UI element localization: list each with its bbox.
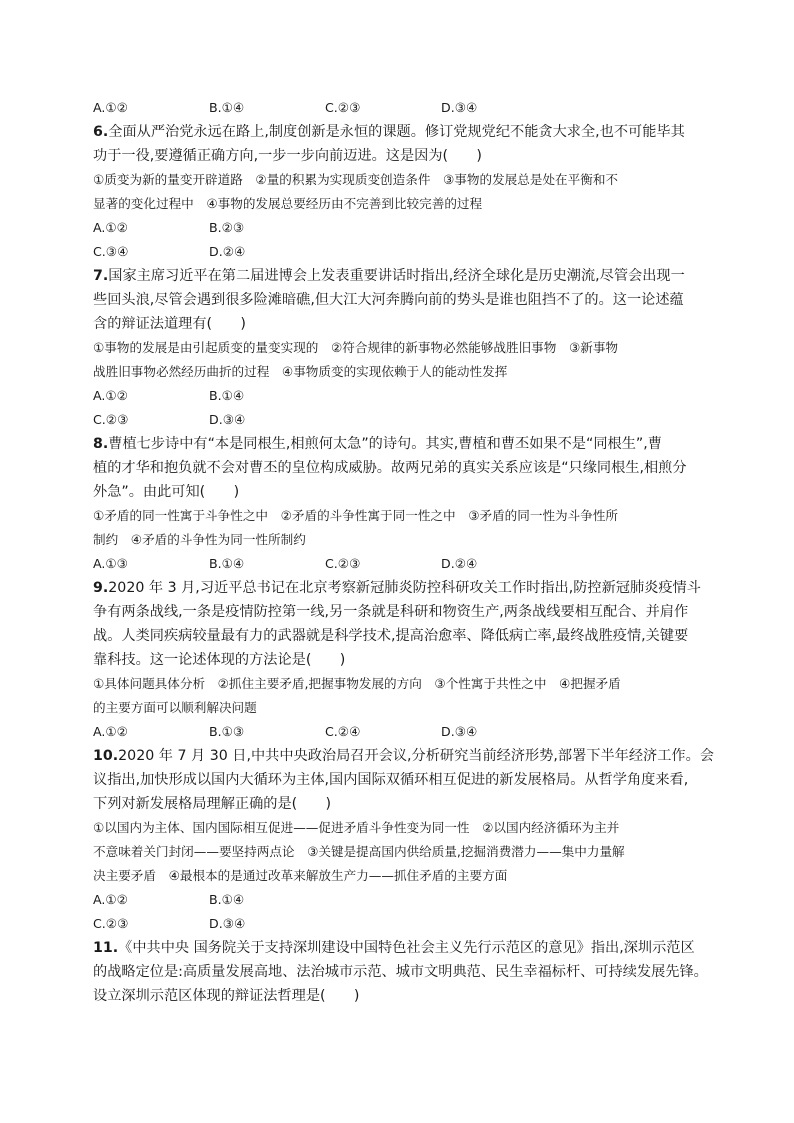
question-stem-text: 战。人类同疾病较量最有力的武器就是科学技术,提高治愈率、降低病亡率,最终战胜疫情,关键要 xyxy=(93,628,689,644)
question-option-line: ①以国内为主体、国内国际相互促进——促进矛盾斗争性变为同一性 ②以国内经济循环为主并 xyxy=(93,820,620,835)
choice-a[interactable]: A.①② xyxy=(93,892,128,907)
question-number: 8. xyxy=(93,436,109,452)
answer-choices xyxy=(93,216,713,240)
question-stem-line xyxy=(93,792,713,816)
question-10 xyxy=(93,744,713,936)
question-stem-text: 些回头浪,尽管会遇到很多险滩暗礁,但大江大河奔腾向前的势头是谁也阻挡不了的。这一论述蕴 xyxy=(93,292,684,308)
answer-choices xyxy=(93,384,713,408)
question-stem-line xyxy=(93,648,713,672)
choice-b[interactable]: B.②③ xyxy=(209,220,245,235)
question-stem-first-line xyxy=(93,744,713,768)
question-stem-text: 的战略定位是:高质量发展高地、法治城市示范、城市文明典范、民生幸福标杆、可持续发展先锋。 xyxy=(93,964,708,980)
question-stem-text: 议指出,加快形成以国内大循环为主体,国内国际双循环相互促进的新发展格局。从哲学角度来看, xyxy=(93,772,689,788)
choice-c[interactable]: C.②③ xyxy=(93,916,129,931)
question-option-line: 制约 ④矛盾的斗争性为同一性所制约 xyxy=(93,532,306,547)
question-stem-line xyxy=(93,480,713,504)
question-stem-line xyxy=(93,768,713,792)
choice-b[interactable]: B.①④ xyxy=(209,388,245,403)
question-stem-line xyxy=(93,600,713,624)
choice-c[interactable]: C.②③ xyxy=(325,556,361,571)
question-option-line: 显著的变化过程中 ④事物的发展总要经历由不完善到比较完善的过程 xyxy=(93,196,483,211)
question-option-line: ①矛盾的同一性寓于斗争性之中 ②矛盾的斗争性寓于同一性之中 ③矛盾的同一性为斗争性所 xyxy=(93,508,619,523)
question-stem-line xyxy=(93,624,713,648)
question-number: 11. xyxy=(93,940,119,956)
question-stem-first-line xyxy=(93,120,713,144)
answer-choices xyxy=(93,720,713,744)
choice-b[interactable]: B.①④ xyxy=(209,892,245,907)
choice-d[interactable]: D.③④ xyxy=(441,724,478,739)
question-number: 6. xyxy=(93,124,109,140)
question-option-line: ①具体问题具体分析 ②抓住主要矛盾,把握事物发展的方向 ③个性寓于共性之中 ④把握矛盾 xyxy=(93,676,621,691)
question-stem-text: 含的辩证法道理有( ) xyxy=(93,316,246,332)
question-stem-line xyxy=(93,288,713,312)
question-stem-text: 《中共中央 国务院关于支持深圳建设中国特色社会主义先行示范区的意见》指出,深圳示范区 xyxy=(118,940,695,956)
prev-question-choices xyxy=(93,96,713,120)
question-11 xyxy=(93,936,713,1008)
choice-d[interactable]: D.③④ xyxy=(209,916,246,931)
question-list xyxy=(93,120,713,1008)
question-stem-first-line xyxy=(93,936,713,960)
answer-choices xyxy=(93,408,713,432)
question-stem-text: 曹植七步诗中有“本是同根生,相煎何太急”的诗句。其实,曹植和曹丕如果不是“同根生”,曹 xyxy=(108,436,662,452)
choice-c[interactable]: C.②③ xyxy=(93,412,129,427)
choice-b[interactable]: B.①④ xyxy=(209,556,245,571)
choice-d[interactable]: D.③④ xyxy=(441,100,478,115)
question-number: 9. xyxy=(93,580,109,596)
choice-a[interactable]: A.①② xyxy=(93,388,128,403)
choice-b[interactable]: B.①④ xyxy=(209,100,245,115)
question-stem-text: 全面从严治党永远在路上,制度创新是永恒的课题。修订党规党纪不能贪大求全,也不可能毕其 xyxy=(108,124,685,140)
question-8 xyxy=(93,432,713,576)
choice-b[interactable]: B.①③ xyxy=(209,724,245,739)
question-6 xyxy=(93,120,713,264)
question-stem-text: 设立深圳示范区体现的辩证法哲理是( ) xyxy=(93,988,360,1004)
choice-d[interactable]: D.②④ xyxy=(209,244,246,259)
question-7 xyxy=(93,264,713,432)
question-stem-text: 2020 年 3 月,习近平总书记在北京考察新冠肺炎防控科研攻关工作时指出,防控新冠肺炎疫情斗 xyxy=(108,580,701,596)
choice-c[interactable]: C.③④ xyxy=(93,244,129,259)
question-stem-line xyxy=(93,312,713,336)
choice-a[interactable]: A.①② xyxy=(93,724,128,739)
question-stem-text: 植的才华和抱负就不会对曹丕的皇位构成威胁。故两兄弟的真实关系应该是“只缘同根生,相煎分 xyxy=(93,460,687,476)
answer-choices xyxy=(93,912,713,936)
choice-a[interactable]: A.①② xyxy=(93,100,128,115)
question-stem-text: 外急”。由此可知( ) xyxy=(93,484,240,500)
question-stem-first-line xyxy=(93,264,713,288)
answer-choices xyxy=(93,240,713,264)
answer-choices xyxy=(93,888,713,912)
question-stem-text: 2020 年 7 月 30 日,中共中央政治局召开会议,分析研究当前经济形势,部署下半年经济工作。会 xyxy=(118,748,714,764)
question-stem-first-line xyxy=(93,432,713,456)
question-number: 7. xyxy=(93,268,109,284)
question-stem-text: 功于一役,要遵循正确方向,一步一步向前迈进。这是因为( ) xyxy=(93,148,482,164)
question-stem-text: 国家主席习近平在第二届进博会上发表重要讲话时指出,经济全球化是历史潮流,尽管会出现一 xyxy=(108,268,685,284)
question-number: 10. xyxy=(93,748,119,764)
question-option-line: 战胜旧事物必然经历曲折的过程 ④事物质变的实现依赖于人的能动性发挥 xyxy=(93,364,508,379)
question-stem-text: 下列对新发展格局理解正确的是( ) xyxy=(93,796,332,812)
question-stem-line xyxy=(93,456,713,480)
choice-c[interactable]: C.②③ xyxy=(325,100,361,115)
question-stem-line xyxy=(93,984,713,1008)
question-9 xyxy=(93,576,713,744)
question-option-line: ①事物的发展是由引起质变的量变实现的 ②符合规律的新事物必然能够战胜旧事物 ③新事物 xyxy=(93,340,619,355)
question-stem-text: 争有两条战线,一条是疫情防控第一线,另一条就是科研和物资生产,两条战线要相互配合、并肩作 xyxy=(93,604,689,620)
choice-a[interactable]: A.①③ xyxy=(93,556,128,571)
choice-d[interactable]: D.②④ xyxy=(441,556,478,571)
question-stem-first-line xyxy=(93,576,713,600)
question-option-line: 不意味着关门封闭——要坚持两点论 ③关键是提高国内供给质量,挖掘消费潜力——集中力量解 xyxy=(93,844,625,859)
choice-d[interactable]: D.③④ xyxy=(209,412,246,427)
question-option-line: 的主要方面可以顺利解决问题 xyxy=(93,700,257,715)
question-option-line: 决主要矛盾 ④最根本的是通过改革来解放生产力——抓住矛盾的主要方面 xyxy=(93,868,508,883)
choice-a[interactable]: A.①② xyxy=(93,220,128,235)
answer-choices xyxy=(93,552,713,576)
question-stem-line xyxy=(93,144,713,168)
question-stem-line xyxy=(93,960,713,984)
question-stem-text: 靠科技。这一论述体现的方法论是( ) xyxy=(93,652,346,668)
exam-page xyxy=(93,96,713,1008)
choice-c[interactable]: C.②④ xyxy=(325,724,361,739)
question-option-line: ①质变为新的量变开辟道路 ②量的积累为实现质变创造条件 ③事物的发展总是处在平衡和不 xyxy=(93,172,619,187)
